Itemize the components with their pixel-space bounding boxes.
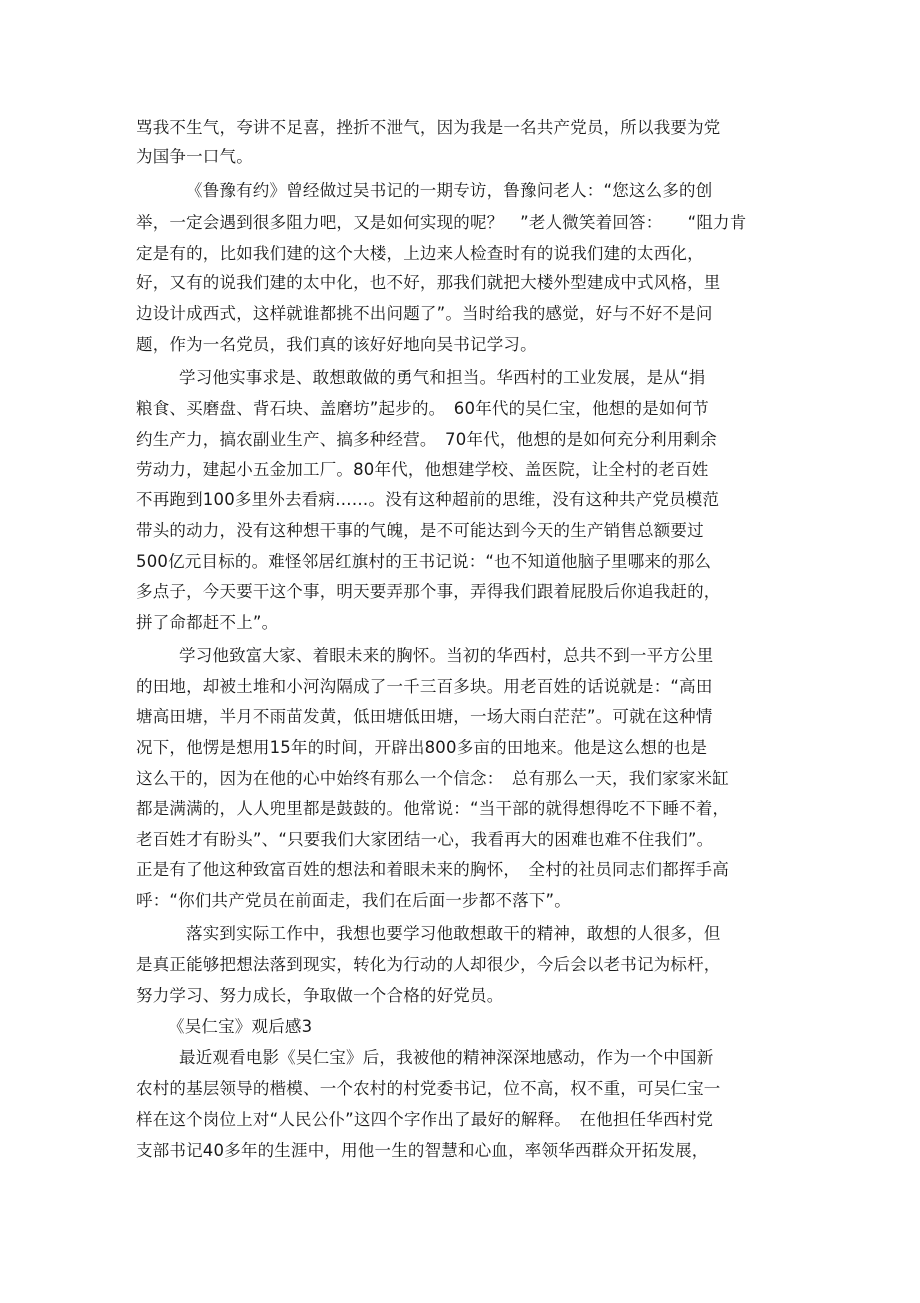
- text-line: 是真正能够把想法落到现实，转化为行动的人却很少，今后会以老书记为标杆，: [136, 955, 721, 974]
- text-line: 不再跑到100多里外去看病……。没有这种超前的思维，没有这种共产党员模范: [136, 490, 720, 509]
- text-line: 样在这个岗位上对“人民公仆”这四个字作出了最好的解释。 在他担任华西村党: [136, 1110, 714, 1129]
- text-line: 农村的基层领导的楷模、一个农村的村党委书记，位不高，权不重，可吴仁宝一: [136, 1079, 721, 1098]
- text-line: 题，作为一名党员，我们真的该好好地向吴书记学习。: [136, 335, 537, 354]
- section-heading: 《吴仁宝》观后感3: [168, 1017, 313, 1036]
- text-line: 多点子，今天要干这个事，明天要弄那个事，弄得我们跟着屁股后你追我赶的，: [136, 582, 721, 601]
- text-line: 这么干的，因为在他的心中始终有那么一个信念： 总有那么一天，我们家家米缸: [136, 769, 729, 788]
- text-line: 骂我不生气，夸讲不足喜，挫折不泄气，因为我是一名共产党员，所以我要为党: [136, 118, 721, 137]
- text-line: 定是有的，比如我们建的这个大楼，上边来人检查时有的说我们建的太西化，: [136, 244, 704, 263]
- text-line: 举，一定会遇到很多阻力吧，又是如何实现的呢？ ”老人微笑着回答： “阻力肯: [136, 213, 747, 232]
- text-line: 好，又有的说我们建的太中化，也不好，那我们就把大楼外型建成中式风格，里: [136, 273, 721, 292]
- text-line: 支部书记40多年的生涯中，用他一生的智慧和心血，率领华西群众开拓发展，: [136, 1141, 709, 1160]
- text-line: 老百姓才有盼头”、“只要我们大家团结一心，我看再大的困难也难不住我们”。: [136, 830, 714, 849]
- text-line: 呼：“你们共产党员在前面走，我们在后面一步都不落下”。: [136, 891, 571, 910]
- text-line: 粮食、买磨盘、背石块、盖磨坊”起步的。 60年代的吴仁宝，他想的是如何节: [136, 399, 709, 418]
- text-line: 约生产力，搞农副业生产、搞多种经营。 70年代，他想的是如何充分利用剩余: [136, 430, 717, 449]
- text-line: 况下，他愣是想用15年的时间，开辟出800多亩的田地来。他是这么想的也是: [136, 738, 708, 757]
- text-line: 劳动力，建起小五金加工厂。80年代，他想建学校、盖医院，让全村的老百姓: [136, 460, 709, 479]
- text-line: 为国争一口气。: [136, 147, 253, 166]
- text-line: 拼了命都赶不上”。: [136, 613, 279, 632]
- text-line: 《鲁豫有约》曾经做过吴书记的一期专访，鲁豫问老人：“您这么多的创: [186, 181, 713, 200]
- text-line: 的田地，却被土堆和小河沟隔成了一千三百多块。用老百姓的话说就是：“高田: [136, 677, 713, 696]
- text-line: 边设计成西式，这样就谁都挑不出问题了”。当时给我的感觉，好与不好不是问: [136, 304, 713, 323]
- text-line: 带头的动力，没有这种想干事的气魄，是不可能达到今天的生产销售总额要过: [136, 521, 704, 540]
- text-line: 正是有了他这种致富百姓的想法和着眼未来的胸怀， 全村的社员同志们都挥手高: [136, 860, 729, 879]
- text-line: 500亿元目标的。难怪邻居红旗村的王书记说：“也不知道他脑子里哪来的那么: [136, 552, 712, 571]
- text-line: 努力学习、努力成长，争取做一个合格的好党员。: [136, 986, 504, 1005]
- text-line: 都是满满的，人人兜里都是鼓鼓的。他常说：“当干部的就得想得吃不下睡不着，: [136, 799, 730, 818]
- text-line: 学习他致富大家、着眼未来的胸怀。当初的华西村，总共不到一平方公里: [179, 646, 714, 665]
- text-line: 塘高田塘，半月不雨苗发黄，低田塘低田塘，一场大雨白茫茫”。可就在这种情: [136, 707, 713, 726]
- text-line: 最近观看电影《吴仁宝》后，我被他的精神深深地感动，作为一个中国新: [179, 1048, 714, 1067]
- text-line: 落实到实际工作中，我想也要学习他敢想敢干的精神，敢想的人很多，但: [186, 924, 721, 943]
- text-line: 学习他实事求是、敢想敢做的勇气和担当。华西村的工业发展，是从“捐: [179, 368, 706, 387]
